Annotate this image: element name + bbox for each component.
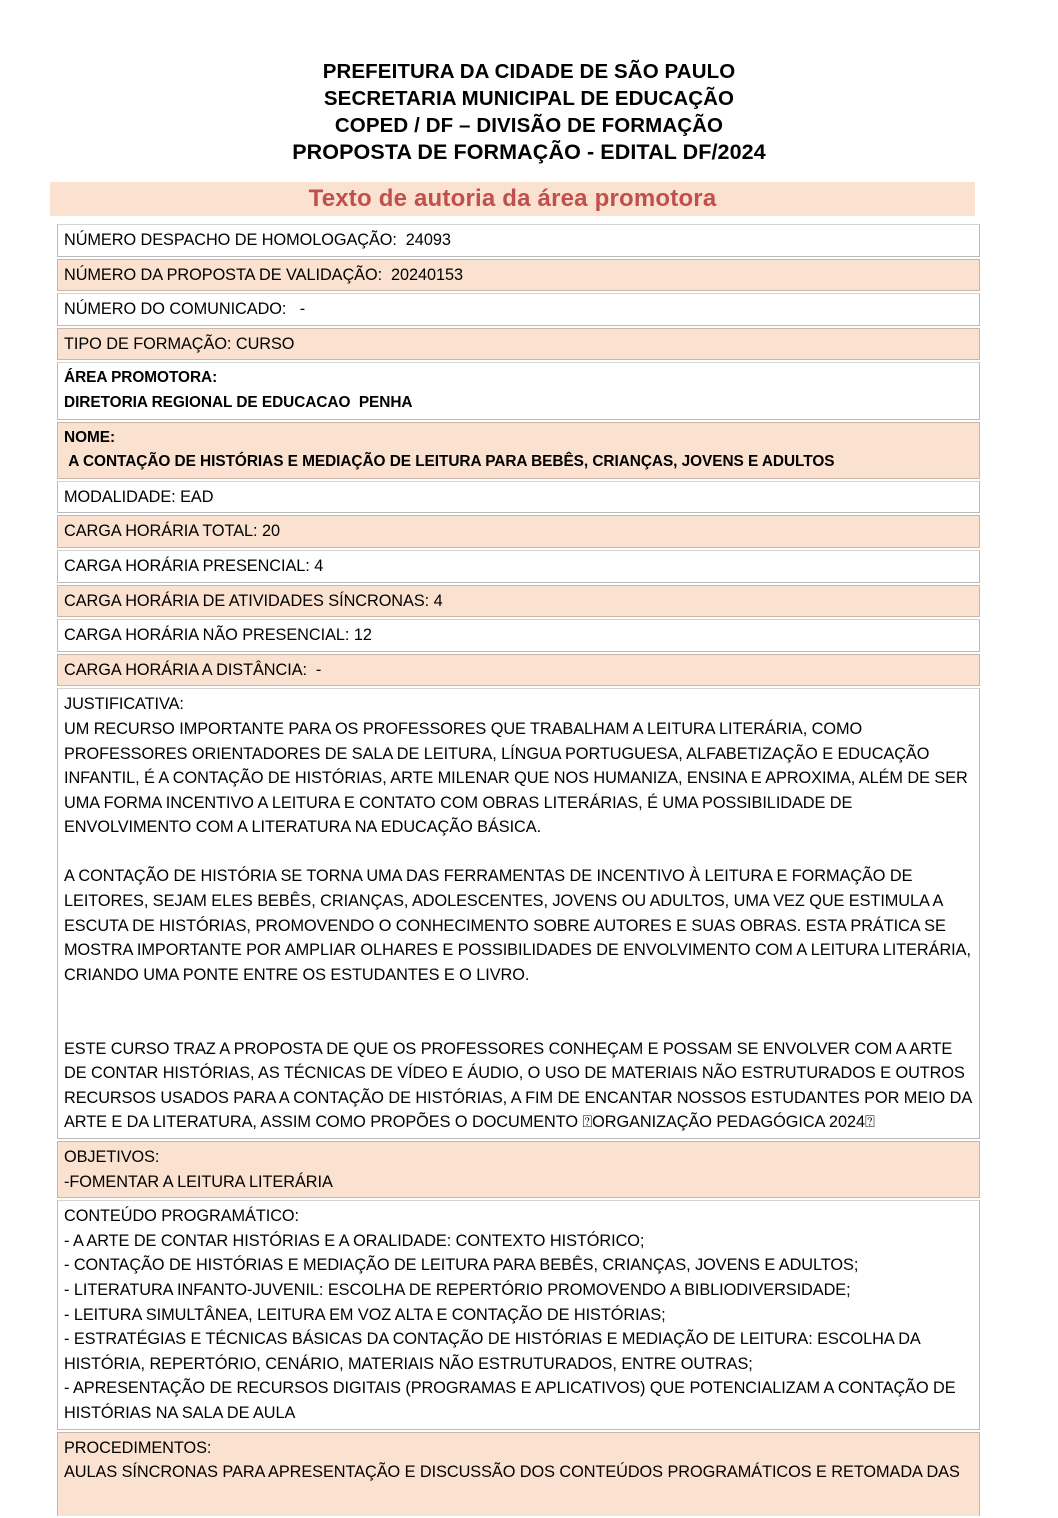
header-line-coped: COPED / DF – DIVISÃO DE FORMAÇÃO [334,114,724,137]
banner-title: Texto de autoria da área promotora [308,185,717,212]
carga-horaria-distancia-value: CARGA HORÁRIA A DISTÂNCIA: - [64,660,322,679]
document-header [0,0,1058,166]
conteudo-item: - LEITURA SIMULTÂNEA, LEITURA EM VOZ ALTA E CONTAÇÃO DE HISTÓRIAS; [64,1305,666,1324]
row-objetivos [57,1141,980,1198]
justificativa-paragraph-1: UM RECURSO IMPORTANTE PARA OS PROFESSORES QUE TRABALHAM A LEITURA LITERÁRIA, COMO PROFESSORES ORIENTADORES DE SALA DE LEITURA, LÍNGUA PORTUGUESA, ALFABETIZAÇÃO E EDUCAÇÃO INFANTIL, É A CONTAÇÃO DE HISTÓRIAS, ARTE MILENAR QUE NOS HUMANIZA, ENSINA E APROXIMA, ALÉM DE SER UMA FORMA INCENTIVO A LEITURA E CONTATO COM OBRAS LITERÁRIAS, É UMA POSSIBILIDADE DE ENVOLVIMENTO COM A LITERATURA NA EDUCAÇÃO BÁSICA. [64,719,973,837]
row-nome [57,422,980,479]
header-line-prefeitura: PREFEITURA DA CIDADE DE SÃO PAULO [322,60,736,83]
area-promotora-value: DIRETORIA REGIONAL DE EDUCACAO PENHA [64,393,413,411]
conteudo-item: - LITERATURA INFANTO-JUVENIL: ESCOLHA DE REPERTÓRIO PROMOVENDO A BIBLIODIVERSIDADE; [64,1280,851,1299]
row-carga-horaria-sincronas [57,585,980,618]
row-numero-proposta [57,259,980,292]
carga-horaria-sincronas-value: CARGA HORÁRIA DE ATIVIDADES SÍNCRONAS: 4 [64,591,443,610]
header-line-proposta: PROPOSTA DE FORMAÇÃO - EDITAL DF/2024 [292,140,766,164]
procedimentos-label: PROCEDIMENTOS: [64,1438,212,1457]
tipo-formacao-value: TIPO DE FORMAÇÃO: CURSO [64,334,295,353]
row-numero-comunicado [57,293,980,326]
carga-horaria-presencial-value: CARGA HORÁRIA PRESENCIAL: 4 [64,556,324,575]
justificativa-spacer-3 [64,1012,975,1037]
nome-label: NOME: [64,428,116,446]
justificativa-paragraph-3: ESTE CURSO TRAZ A PROPOSTA DE QUE OS PROFESSORES CONHEÇAM E POSSAM SE ENVOLVER COM A ARTE DE CONTAR HISTÓRIAS, AS TÉCNICAS DE VÍDEO E ÁUDIO, O USO DE MATERIAIS NÃO ESTRUTURADOS E OUTROS RECURSOS USADOS PARA A CONTAÇÃO DE HISTÓRIAS, A FIM DE ENCANTAR NOSSOS ESTUDANTES POR MEIO DA ARTE E DA LITERATURA, ASSIM COMO PROPÕES O DOCUMENTO ⍰ORGANIZAÇÃO PEDAGÓGICA 2024⍰ [64,1039,975,1132]
conteudo-programatico-label: CONTEÚDO PROGRAMÁTICO: [64,1207,299,1226]
proposta-form-table [57,224,980,1518]
objetivos-label: OBJETIVOS: [64,1148,160,1166]
carga-horaria-nao-presencial-value: CARGA HORÁRIA NÃO PRESENCIAL: 12 [64,626,372,645]
nome-value: A CONTAÇÃO DE HISTÓRIAS E MEDIAÇÃO DE LEITURA PARA BEBÊS, CRIANÇAS, JOVENS E ADULTOS [64,453,835,471]
numero-proposta-value: NÚMERO DA PROPOSTA DE VALIDAÇÃO: 20240153 [64,265,464,284]
procedimentos-value: AULAS SÍNCRONAS PARA APRESENTAÇÃO E DISCUSSÃO DOS CONTEÚDOS PROGRAMÁTICOS E RETOMADA DAS [64,1463,960,1482]
justificativa-spacer-2 [64,987,975,1012]
justificativa-paragraph-2: A CONTAÇÃO DE HISTÓRIA SE TORNA UMA DAS FERRAMENTAS DE INCENTIVO À LEITURA E FORMAÇÃO DE LEITORES, SEJAM ELES BEBÊS, CRIANÇAS, ADOLESCENTES, JOVENS OU ADULTOS, UMA VEZ QUE ESTIMULA A ESCUTA DE HISTÓRIAS, PROMOVENDO O CONHECIMENTO SOBRE AUTORES E SUAS OBRAS. ESTA PRÁTICA SE MOSTRA IMPORTANTE POR AMPLIAR OLHARES E POSSIBILIDADES DE ENVOLVIMENTO COM A LEITURA LITERÁRIA, CRIANDO UMA PONTE ENTRE OS ESTUDANTES E O LIVRO. [64,867,976,984]
justificativa-label: JUSTIFICATIVA: [64,695,184,714]
row-justificativa [57,688,980,1139]
row-conteudo-programatico [57,1200,980,1429]
row-tipo-formacao [57,328,980,361]
row-carga-horaria-nao-presencial [57,619,980,652]
carga-horaria-total-value: CARGA HORÁRIA TOTAL: 20 [64,522,281,541]
row-numero-despacho [57,224,980,257]
justificativa-spacer-1 [64,840,975,865]
row-carga-horaria-distancia [57,654,980,687]
conteudo-item: - A ARTE DE CONTAR HISTÓRIAS E A ORALIDADE: CONTEXTO HISTÓRICO; [64,1231,645,1250]
area-promotora-label: ÁREA PROMOTORA: [64,369,218,387]
conteudo-item: - CONTAÇÃO DE HISTÓRIAS E MEDIAÇÃO DE LEITURA PARA BEBÊS, CRIANÇAS, JOVENS E ADULTOS; [64,1256,859,1275]
row-procedimentos [57,1432,980,1516]
row-modalidade [57,481,980,514]
header-line-secretaria: SECRETARIA MUNICIPAL DE EDUCAÇÃO [323,87,735,110]
row-carga-horaria-total [57,515,980,548]
conteudo-item: - ESTRATÉGIAS E TÉCNICAS BÁSICAS DA CONTAÇÃO DE HISTÓRIAS E MEDIAÇÃO DE LEITURA: ESCOLHA DA HISTÓRIA, REPERTÓRIO, CENÁRIO, MATERIAIS NÃO ESTRUTURADOS, ENTRE OUTRAS; [64,1330,925,1373]
banner-texto-autoria [50,182,975,216]
numero-comunicado-value: NÚMERO DO COMUNICADO: - [64,300,306,319]
row-area-promotora [57,362,980,419]
conteudo-item: - APRESENTAÇÃO DE RECURSOS DIGITAIS (PROGRAMAS E APLICATIVOS) QUE POTENCIALIZAM A CONTAÇÃO DE HISTÓRIAS NA SALA DE AULA [64,1379,961,1422]
objetivos-value: -FOMENTAR A LEITURA LITERÁRIA [64,1172,333,1191]
numero-despacho-value: NÚMERO DESPACHO DE HOMOLOGAÇÃO: 24093 [64,231,451,249]
row-carga-horaria-presencial [57,550,980,583]
modalidade-value: MODALIDADE: EAD [64,487,214,506]
